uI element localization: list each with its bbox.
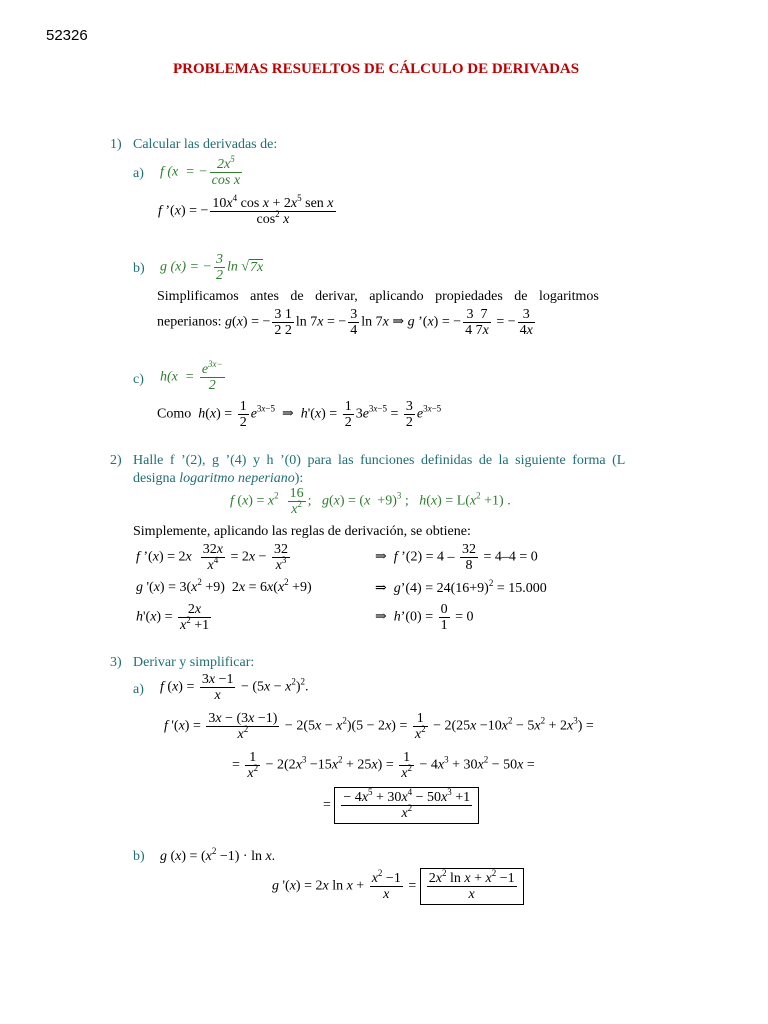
problem-2-line2 bbox=[133, 471, 303, 487]
problem-2-line1: Halle f ’(2), g ’(4) y h ’(0) para las funciones definidas de la siguiente forma (L bbox=[133, 453, 626, 468]
line2-c: ): bbox=[294, 471, 304, 486]
problem-1-heading: Calcular las derivadas de: bbox=[133, 137, 278, 152]
page-title: PROBLEMAS RESUELTOS DE CÁLCULO DE DERIVADAS bbox=[173, 61, 580, 77]
problem-3a-derivative-2: = $\frac{1}{x^2}$ − $2(2x^3 -15x^2 + 25x)$ = $\frac{1}{x^2}$ − $4x^3 + 30x^2 - 50x$ = bbox=[232, 750, 535, 781]
problem-3-heading: Derivar y simplificar: bbox=[133, 655, 255, 670]
problem-1a-function: f (x = − $\frac{2x^5}{\text{cos x}}$ bbox=[160, 154, 241, 188]
problem-3a-derivative-1: f '(x) = $\frac{3x - (3x -1)}{x^2}$ − $2(5x - x^2)(5 - 2x)$ = $\frac{1}{x^2}$ − $2(25x -10x^2 - 5x^2 + 2x^3)$ = bbox=[164, 711, 594, 742]
problem-2-functions: f $(x) = x^2$ $\frac{16}{x^2}$ ; $g(x) = (x +9)^3$ ; $h(x) = L(x^2 +1)$ . bbox=[230, 486, 511, 517]
problem-3a-function: f (x) = $\frac{3x -1}{x}$ − $(5x - x^2)^2$. bbox=[160, 672, 309, 703]
problem-2-fprime: f ’(x) = 2x $\frac{32x}{x^4}$ = 2x − $\frac{32}{x^3}$ bbox=[136, 542, 288, 573]
problem-1a-derivative: f ’(x) = − $\frac{10x^4 \cos x + 2x^5 sen x}{\cos^2 x}$ bbox=[158, 193, 334, 227]
problem-1a-label: a) bbox=[133, 166, 144, 181]
problem-3-number: 3) bbox=[110, 655, 122, 670]
problem-1b-text: Simplificamos antes de derivar, aplicando propiedades de logaritmos bbox=[157, 289, 599, 304]
problem-3a-result: = $\frac{- 4x^5 + 30x^4 - 50x^3 +1}{x^2}$ bbox=[323, 787, 479, 824]
doc-number: 52326 bbox=[46, 27, 88, 44]
problem-1b-neperianos: neperianos: g(x) = − $\frac{3 1}{2 2}$ ln 7x = − $\frac{3}{4}$ ln 7x ⇒ g ’(x) = − $\frac{3 7}{4 7x}$ = − $\frac{3}{4x}$ bbox=[157, 307, 533, 338]
problem-2-simple: Simplemente, aplicando las reglas de derivación, se obtiene: bbox=[133, 524, 471, 539]
problem-2-number: 2) bbox=[110, 453, 122, 468]
problem-2-r3: ⇒ h’(0) = $\frac{0}{1}$ = 0 bbox=[375, 602, 474, 633]
neperianos-label: neperianos: bbox=[157, 314, 222, 330]
problem-1b-function: g (x) = − $\frac{3}{2}$ ln √7x bbox=[160, 252, 264, 283]
problem-2-hprime: h'(x) = $\frac{2x}{x^2 +1}$ bbox=[136, 602, 210, 633]
problem-3a-label: a) bbox=[133, 682, 144, 697]
problem-2-r1: ⇒ f ’(2) = 4 – $\frac{32}{8}$ = 4–4 = 0 bbox=[375, 542, 538, 573]
line2-a: designa bbox=[133, 471, 180, 486]
como-label: Como bbox=[157, 406, 192, 422]
problem-1-number: 1) bbox=[110, 137, 122, 152]
problem-2-gprime: g '$(x) = 3(x^2 +9) 2x = 6x(x^2 +9)$ bbox=[136, 577, 312, 595]
problem-3b-label: b) bbox=[133, 849, 145, 864]
problem-1c-label: c) bbox=[133, 372, 144, 387]
problem-1c-function: h(x = $\frac{e^{3x-}}{2}$ bbox=[160, 359, 223, 393]
line2-b: logaritmo neperiano bbox=[179, 471, 295, 486]
problem-1c-derivative: Como h(x) = $\frac{1}{2}$ $e^{3x-5}$ ⇒ h'(x) = $\frac{1}{2}$ $3e^{3x-5}$ = $\frac{3}{2}$ $e^{3x-5}$ bbox=[157, 399, 442, 430]
problem-2-r2: ⇒ g’(4) = $24(16+9)^2 = 15.000$ bbox=[375, 578, 547, 596]
problem-1b-label: b) bbox=[133, 261, 145, 276]
problem-3b-derivative: g '(x) = 2x ln x + $\frac{x^2 -1}{x}$ = $\frac{2x^2 \ln x + x^2 -1}{x}$ bbox=[272, 868, 524, 905]
problem-3b-function: g $(x) = (x^2 -1) \cdot \ln x$. bbox=[160, 846, 276, 864]
